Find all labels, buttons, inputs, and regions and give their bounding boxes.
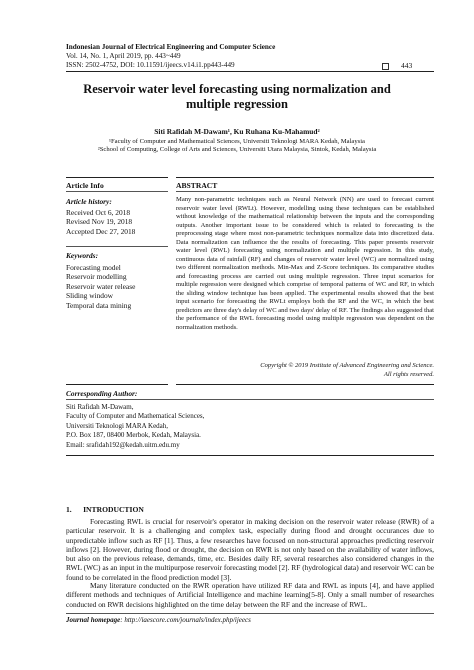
affiliation-2: ²School of Computing, College of Arts and Sciences, Universiti Utara Malaysia, Sintok, Kedah, Malaysia <box>97 146 377 153</box>
journal-issn: ISSN: 2502-4752, DOI: 10.11591/ijeecs.v14.i1.pp443-449 <box>66 61 235 69</box>
introduction-heading: 1. INTRODUCTION <box>66 505 144 514</box>
corresponding-faculty: Faculty of Computer and Mathematical Sciences, <box>66 412 205 421</box>
journal-name: Indonesian Journal of Electrical Engineering and Computer Science <box>66 43 276 51</box>
keyword-item: Forecasting model <box>66 263 121 272</box>
authors: Siti Rafidah M-Dawam¹, Ku Ruhana Ku-Mahamud² <box>154 127 320 136</box>
keywords-rule <box>66 246 168 247</box>
history-accepted: Accepted Dec 27, 2018 <box>66 226 136 236</box>
page-number-area <box>382 61 412 70</box>
intro-paragraph-2: Many literature conducted on the RWR operation have utilized RF data and RWL as inputs [4], and have applied different methods and techniques of Artificial Intelligence and machine learning[5-8]. Only a small number of researches conducted on RWR decisions highlighted on the time delay between the RF and the increase of RWL. <box>66 581 434 609</box>
affiliation-1: ¹Faculty of Computer and Mathematical Sciences, Universiti Teknologi MARA Kedah, Malaysia <box>109 138 365 145</box>
corresponding-email: Email: srafidah192@kedah.uitm.edu.my <box>66 440 180 449</box>
corresponding-bottom-rule <box>66 455 434 456</box>
keywords-label: Keywords: <box>66 251 99 260</box>
intro-paragraph-1: Forecasting RWL is crucial for reservoir's operator in making decision on the reservoir water release (RWR) of a particular reservoir. It is a challenging and complex task, especially during flood and drought occurances due to unpredictable inflow such as RF [1]. Thus, a few researches have focused on non-structural approaches predicting reservoir inflows [2]. However, during flood or drought, the decision on RWR is not only based on the availability of water inflows, but also on the previous release, demands, time, etc. Besides daily RF, several researches also considered changes in the RWL (WC) as an input in the multipurpose reservoir forecasting model [2]. RF (hydrological data) and reservoir WC can be found to be correlated in the flood prediction model [3]. <box>66 517 434 582</box>
copyright <box>176 362 434 379</box>
abstract-top-rule <box>176 177 434 178</box>
paper-title <box>40 82 434 112</box>
keyword-item: Reservoir modelling <box>66 272 127 282</box>
footer-rule <box>66 613 434 614</box>
info-top-rule <box>66 177 168 178</box>
page-number: 443 <box>401 61 413 70</box>
corresponding-heading: Corresponding Author: <box>66 389 138 398</box>
article-info-heading: Article Info <box>66 181 104 190</box>
corresponding-address: P.O. Box 187, 08400 Merbok, Kedah, Malaysia. <box>66 431 201 440</box>
keyword-item: Sliding window <box>66 291 114 301</box>
corresponding-name: Siti Rafidah M-Dawam, <box>66 403 134 411</box>
info-sub-rule <box>66 191 168 192</box>
footer <box>66 616 251 624</box>
copyright-line-2: All rights reserved. <box>383 370 434 378</box>
corresponding-rule <box>66 399 434 400</box>
page-box-icon <box>382 63 389 70</box>
abstract-text: Many non-parametric techniques such as Neural Network (NN) are used to forecast current reservoir water level (RWLt). However, modelling using these techniques can be established without knowledge of the mathematical relationship between the inputs and the corresponding outputs. Another important issue to be considered which is related to forecasting is the preprocessing stage where most non-parametric techniques normalize data into discretized data. Data normalization can influence the the results of forecasting. This paper presents reservoir water level (RWL) forecasting using normalization and multiple regression. In this study, continuous data of rainfall (RF) and changes of reservoir water level (WC) are normalized using two different normalization methods. Min-Max and Z-Score techniques. Its comparative studies and forecasting process are carried out using multiple regression. Three input scenarios for multiple regression were designed which comprise of temporal patterns of WC and RF, in which the sliding window technique has been applied. The experimental results showed that the best input scenario for forecasting the RWLt employs both the RF and the WC, in which the best predictors are three day's delay of WC and two days' delay of RF. The findings also suggested that the performance of the RWL forecasting model using multiple regression was dependent on the normalization methods. <box>176 196 434 331</box>
header-rule <box>66 71 434 72</box>
footer-url[interactable]: : http://iaescore.com/journals/index.php/ijeecs <box>120 616 251 624</box>
history-received: Received Oct 6, 2018 <box>66 208 131 217</box>
history-list <box>66 208 135 236</box>
keywords-list <box>66 263 135 310</box>
title-line-2: multiple regression <box>186 97 288 111</box>
journal-volume: Vol. 14, No. 1, April 2019, pp. 443~449 <box>66 52 181 60</box>
copyright-line-1: Copyright © 2019 Institute of Advanced Engineering and Science. <box>260 362 434 369</box>
abstract-heading: ABSTRACT <box>176 181 218 190</box>
history-revised: Revised Nov 19, 2018 <box>66 217 133 227</box>
corresponding-details <box>66 403 306 450</box>
footer-label: Journal homepage <box>66 616 121 624</box>
corresponding-university: Universiti Teknologi MARA Kedah, <box>66 421 169 430</box>
keyword-item: Reservoir water release <box>66 281 136 291</box>
keyword-item: Temporal data mining <box>66 300 132 310</box>
abstract-bottom-rule <box>176 384 434 385</box>
history-label: Article history: <box>66 197 112 206</box>
info-bottom-rule <box>66 384 168 385</box>
title-line-1: Reservoir water level forecasting using normalization and <box>83 82 391 96</box>
abstract-sub-rule <box>176 191 434 192</box>
